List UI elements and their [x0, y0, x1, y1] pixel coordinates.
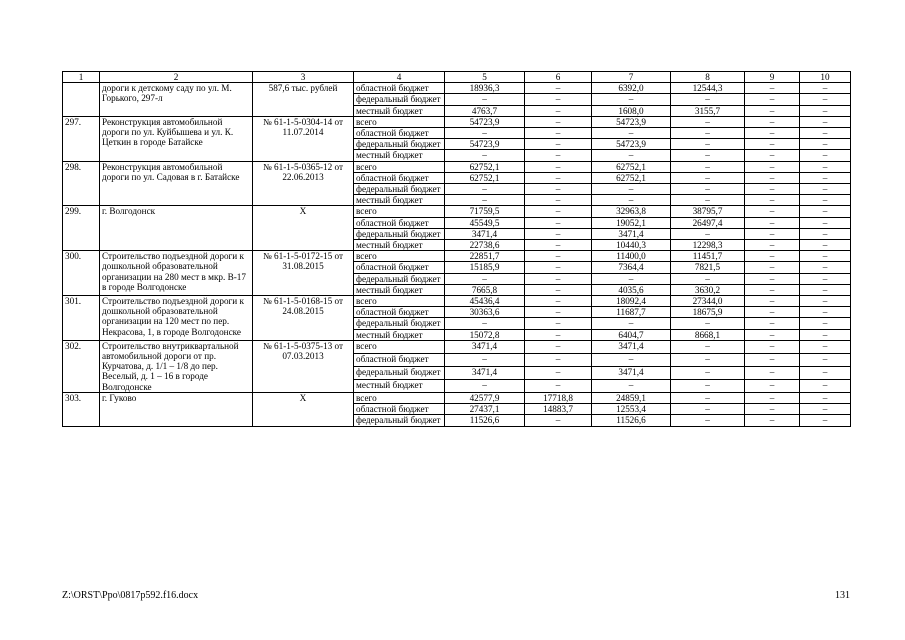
amount-cell: – — [592, 353, 671, 366]
amount-cell: – — [745, 116, 800, 127]
amount-cell: – — [671, 404, 745, 415]
amount-cell: 71759,5 — [445, 206, 525, 217]
row-number: 299. — [63, 206, 100, 251]
funding-source: федеральный бюджет — [354, 94, 445, 105]
document-ref: № 61-1-5-0304-14 от 11.07.2014 — [253, 116, 354, 161]
table-body — [63, 83, 851, 426]
amount-cell: 18936,3 — [445, 83, 525, 94]
object-name: г. Гуково — [100, 392, 253, 426]
amount-cell: – — [745, 404, 800, 415]
amount-cell: – — [525, 307, 592, 318]
amount-cell: – — [525, 150, 592, 161]
funding-source: федеральный бюджет — [354, 139, 445, 150]
table-row — [63, 392, 851, 403]
amount-cell: 26497,4 — [671, 217, 745, 228]
funding-source: областной бюджет — [354, 217, 445, 228]
amount-cell: – — [800, 404, 851, 415]
amount-cell: 18092,4 — [592, 296, 671, 307]
amount-cell: – — [800, 184, 851, 195]
amount-cell: 54723,9 — [592, 116, 671, 127]
amount-cell: – — [525, 228, 592, 239]
amount-cell: 18675,9 — [671, 307, 745, 318]
amount-cell: – — [525, 329, 592, 340]
amount-cell: – — [800, 139, 851, 150]
amount-cell: – — [745, 379, 800, 392]
amount-cell: – — [800, 284, 851, 295]
amount-cell: – — [525, 83, 592, 94]
amount-cell: – — [800, 353, 851, 366]
amount-cell: – — [671, 128, 745, 139]
amount-cell: – — [525, 206, 592, 217]
funding-source: федеральный бюджет — [354, 415, 445, 426]
funding-source: местный бюджет — [354, 195, 445, 206]
amount-cell: – — [800, 273, 851, 284]
amount-cell: – — [525, 184, 592, 195]
amount-cell: – — [745, 353, 800, 366]
amount-cell: – — [745, 318, 800, 329]
amount-cell: 62752,1 — [592, 161, 671, 172]
amount-cell: – — [592, 94, 671, 105]
amount-cell: – — [800, 195, 851, 206]
funding-source: федеральный бюджет — [354, 366, 445, 379]
table-row — [63, 206, 851, 217]
col-header: 1 — [63, 72, 100, 83]
amount-cell: – — [800, 262, 851, 273]
amount-cell: – — [745, 150, 800, 161]
amount-cell: – — [800, 318, 851, 329]
col-header: 10 — [800, 72, 851, 83]
amount-cell: – — [800, 296, 851, 307]
col-header: 9 — [745, 72, 800, 83]
amount-cell: – — [745, 273, 800, 284]
amount-cell: 14883,7 — [525, 404, 592, 415]
amount-cell: – — [525, 105, 592, 116]
document-ref: Х — [253, 392, 354, 426]
amount-cell: – — [445, 94, 525, 105]
funding-source: областной бюджет — [354, 172, 445, 183]
amount-cell: – — [800, 150, 851, 161]
col-header: 6 — [525, 72, 592, 83]
amount-cell: – — [745, 217, 800, 228]
document-ref: Х — [253, 206, 354, 251]
amount-cell: – — [745, 392, 800, 403]
amount-cell: – — [592, 273, 671, 284]
amount-cell: 27437,1 — [445, 404, 525, 415]
amount-cell: – — [671, 366, 745, 379]
amount-cell: – — [745, 184, 800, 195]
amount-cell: – — [800, 172, 851, 183]
amount-cell: – — [745, 83, 800, 94]
amount-cell: – — [800, 228, 851, 239]
amount-cell: 3155,7 — [671, 105, 745, 116]
row-number: 301. — [63, 296, 100, 341]
funding-source: федеральный бюджет — [354, 228, 445, 239]
amount-cell: – — [800, 128, 851, 139]
amount-cell: 3471,4 — [445, 228, 525, 239]
page-number: 131 — [835, 590, 850, 601]
table-row — [63, 116, 851, 127]
object-name: Реконструкция автомобильной дороги по ул. Садовая в г. Батайске — [100, 161, 253, 206]
amount-cell: – — [671, 94, 745, 105]
amount-cell: 15072,8 — [445, 329, 525, 340]
amount-cell: – — [745, 139, 800, 150]
amount-cell: – — [525, 251, 592, 262]
amount-cell: – — [525, 139, 592, 150]
amount-cell: – — [671, 273, 745, 284]
col-header: 5 — [445, 72, 525, 83]
amount-cell: 62752,1 — [445, 172, 525, 183]
amount-cell: – — [445, 318, 525, 329]
amount-cell: – — [671, 392, 745, 403]
amount-cell: – — [671, 415, 745, 426]
file-path: Z:\ORST\Ppo\0817p592.f16.docx — [62, 590, 199, 601]
amount-cell: – — [745, 366, 800, 379]
amount-cell: – — [592, 195, 671, 206]
row-number — [63, 83, 100, 117]
amount-cell: – — [525, 340, 592, 353]
amount-cell: 24859,1 — [592, 392, 671, 403]
amount-cell: – — [445, 150, 525, 161]
row-number: 302. — [63, 340, 100, 392]
amount-cell: – — [800, 161, 851, 172]
amount-cell: – — [592, 184, 671, 195]
amount-cell: 38795,7 — [671, 206, 745, 217]
row-number: 298. — [63, 161, 100, 206]
amount-cell: – — [671, 172, 745, 183]
amount-cell: – — [592, 150, 671, 161]
funding-source: местный бюджет — [354, 105, 445, 116]
amount-cell: 8668,1 — [671, 329, 745, 340]
amount-cell: – — [745, 94, 800, 105]
amount-cell: – — [671, 318, 745, 329]
amount-cell: 11451,7 — [671, 251, 745, 262]
amount-cell: – — [525, 379, 592, 392]
amount-cell: – — [525, 284, 592, 295]
amount-cell: – — [671, 139, 745, 150]
amount-cell: – — [800, 329, 851, 340]
amount-cell: – — [445, 195, 525, 206]
funding-source: областной бюджет — [354, 353, 445, 366]
amount-cell: 62752,1 — [592, 172, 671, 183]
amount-cell: – — [525, 172, 592, 183]
funding-source: местный бюджет — [354, 150, 445, 161]
amount-cell: – — [525, 217, 592, 228]
amount-cell: – — [745, 340, 800, 353]
object-name: Строительство внутриквартальной автомобильной дороги от пр. Курчатова, д. 1/1 – 1/8 до пер. Веселый, д. 1 – 16 в городе Волгодонске — [100, 340, 253, 392]
amount-cell: 3471,4 — [445, 366, 525, 379]
col-header: 8 — [671, 72, 745, 83]
object-name: Строительство подъездной дороги к дошкольной образовательной организации на 280 мест в мкр. В-17 в городе Волгодонске — [100, 251, 253, 296]
amount-cell: 11526,6 — [592, 415, 671, 426]
amount-cell: 54723,9 — [445, 139, 525, 150]
amount-cell: – — [525, 273, 592, 284]
amount-cell: – — [671, 184, 745, 195]
amount-cell: – — [745, 105, 800, 116]
amount-cell: – — [525, 296, 592, 307]
row-number: 300. — [63, 251, 100, 296]
amount-cell: 30363,6 — [445, 307, 525, 318]
amount-cell: 62752,1 — [445, 161, 525, 172]
amount-cell: 54723,9 — [592, 139, 671, 150]
amount-cell: 3471,4 — [592, 366, 671, 379]
amount-cell: – — [525, 262, 592, 273]
amount-cell: – — [592, 128, 671, 139]
amount-cell: – — [745, 284, 800, 295]
funding-source: местный бюджет — [354, 329, 445, 340]
amount-cell: 12298,3 — [671, 240, 745, 251]
amount-cell: – — [525, 116, 592, 127]
amount-cell: 11400,0 — [592, 251, 671, 262]
amount-cell: – — [800, 94, 851, 105]
funding-source: местный бюджет — [354, 284, 445, 295]
amount-cell: – — [525, 161, 592, 172]
amount-cell: 22851,7 — [445, 251, 525, 262]
amount-cell: – — [745, 240, 800, 251]
funding-source: всего — [354, 251, 445, 262]
amount-cell: – — [445, 184, 525, 195]
object-name: Реконструкция автомобильной дороги по ул. Куйбышева и ул. К. Цеткин в городе Батайске — [100, 116, 253, 161]
funding-source: всего — [354, 392, 445, 403]
document-ref: № 61-1-5-0172-15 от 31.08.2015 — [253, 251, 354, 296]
funding-source: областной бюджет — [354, 83, 445, 94]
amount-cell: – — [745, 128, 800, 139]
amount-cell: – — [800, 251, 851, 262]
amount-cell: 12544,3 — [671, 83, 745, 94]
document-ref: № 61-1-5-0375-13 от 07.03.2013 — [253, 340, 354, 392]
amount-cell: – — [745, 228, 800, 239]
amount-cell: – — [592, 318, 671, 329]
amount-cell: – — [592, 379, 671, 392]
amount-cell: – — [800, 83, 851, 94]
table-row — [63, 161, 851, 172]
amount-cell: 45549,5 — [445, 217, 525, 228]
col-header: 2 — [100, 72, 253, 83]
amount-cell: – — [671, 228, 745, 239]
amount-cell: 3471,4 — [592, 228, 671, 239]
table-row — [63, 83, 851, 94]
col-header: 3 — [253, 72, 354, 83]
amount-cell: – — [671, 150, 745, 161]
document-ref: 587,6 тыс. рублей — [253, 83, 354, 117]
amount-cell: – — [671, 353, 745, 366]
funding-source: местный бюджет — [354, 240, 445, 251]
amount-cell: 3630,2 — [671, 284, 745, 295]
object-name: г. Волгодонск — [100, 206, 253, 251]
funding-source: всего — [354, 161, 445, 172]
amount-cell: – — [745, 307, 800, 318]
amount-cell: 15185,9 — [445, 262, 525, 273]
amount-cell: – — [445, 353, 525, 366]
funding-source: федеральный бюджет — [354, 184, 445, 195]
amount-cell: – — [525, 128, 592, 139]
amount-cell: – — [745, 195, 800, 206]
amount-cell: – — [800, 340, 851, 353]
amount-cell: – — [525, 240, 592, 251]
amount-cell: – — [800, 240, 851, 251]
amount-cell: – — [745, 206, 800, 217]
amount-cell: 6392,0 — [592, 83, 671, 94]
object-name: дороги к детскому саду по ул. М. Горького, 297-л — [100, 83, 253, 117]
amount-cell: – — [745, 296, 800, 307]
funding-source: всего — [354, 116, 445, 127]
amount-cell: – — [800, 366, 851, 379]
amount-cell: 3471,4 — [445, 340, 525, 353]
amount-cell: – — [445, 128, 525, 139]
amount-cell: – — [800, 392, 851, 403]
table-row — [63, 340, 851, 353]
document-ref: № 61-1-5-0365-12 от 22.06.2013 — [253, 161, 354, 206]
amount-cell: 42577,9 — [445, 392, 525, 403]
amount-cell: – — [745, 161, 800, 172]
amount-cell: – — [671, 116, 745, 127]
amount-cell: – — [525, 366, 592, 379]
amount-cell: 11526,6 — [445, 415, 525, 426]
funding-source: областной бюджет — [354, 404, 445, 415]
amount-cell: – — [800, 307, 851, 318]
amount-cell: – — [745, 262, 800, 273]
amount-cell: 32963,8 — [592, 206, 671, 217]
amount-cell: – — [800, 206, 851, 217]
amount-cell: – — [745, 415, 800, 426]
amount-cell: 7665,8 — [445, 284, 525, 295]
amount-cell: 45436,4 — [445, 296, 525, 307]
funding-source: всего — [354, 296, 445, 307]
amount-cell: – — [800, 217, 851, 228]
amount-cell: 12553,4 — [592, 404, 671, 415]
amount-cell: – — [525, 353, 592, 366]
amount-cell: 22738,6 — [445, 240, 525, 251]
amount-cell: – — [525, 415, 592, 426]
amount-cell: – — [745, 251, 800, 262]
amount-cell: – — [671, 340, 745, 353]
amount-cell: – — [800, 105, 851, 116]
amount-cell: – — [800, 415, 851, 426]
funding-source: областной бюджет — [354, 262, 445, 273]
funding-source: областной бюджет — [354, 307, 445, 318]
document-ref: № 61-1-5-0168-15 от 24.08.2015 — [253, 296, 354, 341]
amount-cell: 1608,0 — [592, 105, 671, 116]
funding-source: областной бюджет — [354, 128, 445, 139]
amount-cell: 17718,8 — [525, 392, 592, 403]
amount-cell: – — [671, 161, 745, 172]
amount-cell: – — [671, 195, 745, 206]
table-row — [63, 296, 851, 307]
amount-cell: – — [445, 379, 525, 392]
amount-cell: – — [671, 379, 745, 392]
funding-source: всего — [354, 340, 445, 353]
amount-cell: – — [445, 273, 525, 284]
amount-cell: 11687,7 — [592, 307, 671, 318]
amount-cell: – — [800, 116, 851, 127]
amount-cell: – — [800, 379, 851, 392]
header-row — [63, 72, 851, 83]
table-row — [63, 251, 851, 262]
amount-cell: – — [745, 172, 800, 183]
amount-cell: 27344,0 — [671, 296, 745, 307]
row-number: 303. — [63, 392, 100, 426]
amount-cell: 54723,9 — [445, 116, 525, 127]
col-header: 4 — [354, 72, 445, 83]
funding-source: местный бюджет — [354, 379, 445, 392]
amount-cell: – — [525, 195, 592, 206]
amount-cell: – — [525, 94, 592, 105]
amount-cell: – — [525, 318, 592, 329]
object-name: Строительство подъездной дороги к дошкольной образовательной организации на 120 мест по пер. Некрасова, 1, в городе Волгодонске — [100, 296, 253, 341]
col-header: 7 — [592, 72, 671, 83]
funding-source: всего — [354, 206, 445, 217]
amount-cell: 6404,7 — [592, 329, 671, 340]
funding-source: федеральный бюджет — [354, 273, 445, 284]
budget-table — [62, 71, 851, 427]
amount-cell: 4763,7 — [445, 105, 525, 116]
amount-cell: 10440,3 — [592, 240, 671, 251]
amount-cell: 7364,4 — [592, 262, 671, 273]
amount-cell: 19052,1 — [592, 217, 671, 228]
amount-cell: 7821,5 — [671, 262, 745, 273]
row-number: 297. — [63, 116, 100, 161]
amount-cell: 3471,4 — [592, 340, 671, 353]
amount-cell: 4035,6 — [592, 284, 671, 295]
amount-cell: – — [745, 329, 800, 340]
funding-source: федеральный бюджет — [354, 318, 445, 329]
